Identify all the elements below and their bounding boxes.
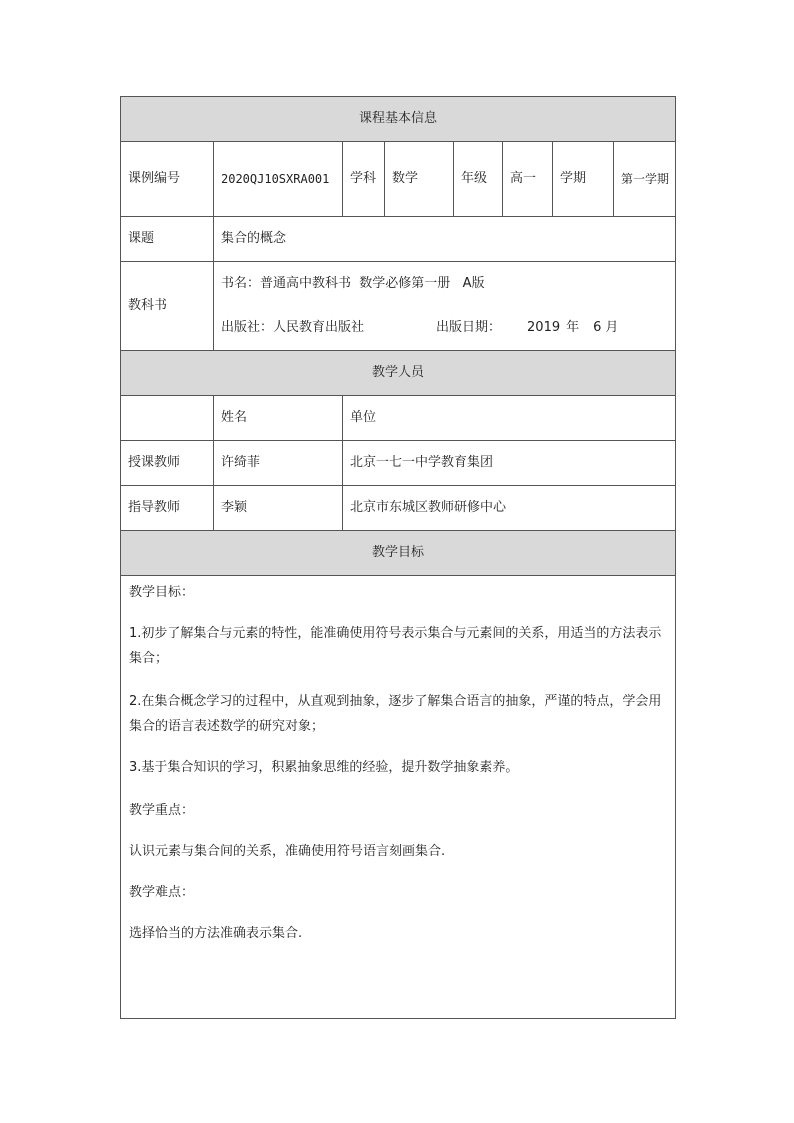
key-point-text: 认识元素与集合间的关系，准确使用符号语言刻画集合. [129, 844, 446, 859]
section-header-staff: 教学人员 [121, 351, 676, 396]
teaching-goals-body [121, 576, 676, 1019]
publish-month: 6 [593, 320, 602, 335]
goal-item: 3.基于集合知识的学习，积累抽象思维的经验，提升数学抽象素养。 [129, 760, 519, 775]
goal-item: 2.在集合概念学习的过程中，从直观到抽象，逐步了解集合语言的抽象，严谨的特点，学会用集合的语言表述数学的研究对象； [129, 694, 662, 734]
staff-role: 指导教师 [121, 486, 214, 531]
grade-value: 高一 [503, 142, 553, 217]
section-header-basic-info: 课程基本信息 [121, 97, 676, 142]
topic-label: 课题 [121, 217, 214, 262]
key-point-heading: 教学重点： [129, 803, 195, 818]
course-info-document [120, 96, 675, 1019]
publish-date-label: 出版日期： [436, 320, 502, 335]
staff-row [121, 486, 676, 531]
course-code-row [121, 142, 676, 217]
staff-header-row [121, 396, 676, 441]
topic-row [121, 217, 676, 262]
course-info-table [120, 96, 676, 1019]
publish-year: 2019 [527, 320, 561, 335]
publisher-label: 出版社： [221, 320, 274, 335]
staff-row [121, 441, 676, 486]
staff-role: 授课教师 [121, 441, 214, 486]
textbook-label: 教科书 [121, 262, 214, 351]
staff-unit: 北京一七一中学教育集团 [343, 441, 676, 486]
publisher-line [221, 306, 675, 350]
term-value: 第一学期 [614, 142, 676, 217]
textbook-details [214, 262, 676, 351]
staff-unit: 北京市东城区教师研修中心 [343, 486, 676, 531]
staff-name: 李颖 [214, 486, 343, 531]
difficulty-heading: 教学难点： [129, 885, 195, 900]
publish-month-unit: 月 [605, 320, 619, 335]
goal-item: 1.初步了解集合与元素的特性，能准确使用符号表示集合与元素间的关系，用适当的方法表示集合； [129, 626, 662, 666]
publish-year-unit: 年 [566, 320, 580, 335]
term-label: 学期 [553, 142, 614, 217]
book-title-line [221, 262, 675, 306]
goal-heading: 教学目标： [129, 585, 195, 600]
staff-header-blank [121, 396, 214, 441]
subject-value: 数学 [385, 142, 454, 217]
section-header-goals: 教学目标 [121, 531, 676, 576]
staff-header-name: 姓名 [214, 396, 343, 441]
book-title-value: 普通高中教科书 数学必修第一册 A版 [260, 276, 485, 291]
staff-name: 许绮菲 [214, 441, 343, 486]
grade-label: 年级 [454, 142, 503, 217]
staff-header-unit: 单位 [343, 396, 676, 441]
course-code-label: 课例编号 [121, 142, 214, 217]
difficulty-text: 选择恰当的方法准确表示集合. [129, 926, 303, 941]
publisher-value: 人民教育出版社 [273, 320, 365, 335]
subject-label: 学科 [343, 142, 385, 217]
textbook-row [121, 262, 676, 351]
course-code-value: 2020QJ10SXRA001 [214, 142, 343, 217]
topic-value: 集合的概念 [214, 217, 676, 262]
book-title-label: 书名： [221, 276, 261, 291]
